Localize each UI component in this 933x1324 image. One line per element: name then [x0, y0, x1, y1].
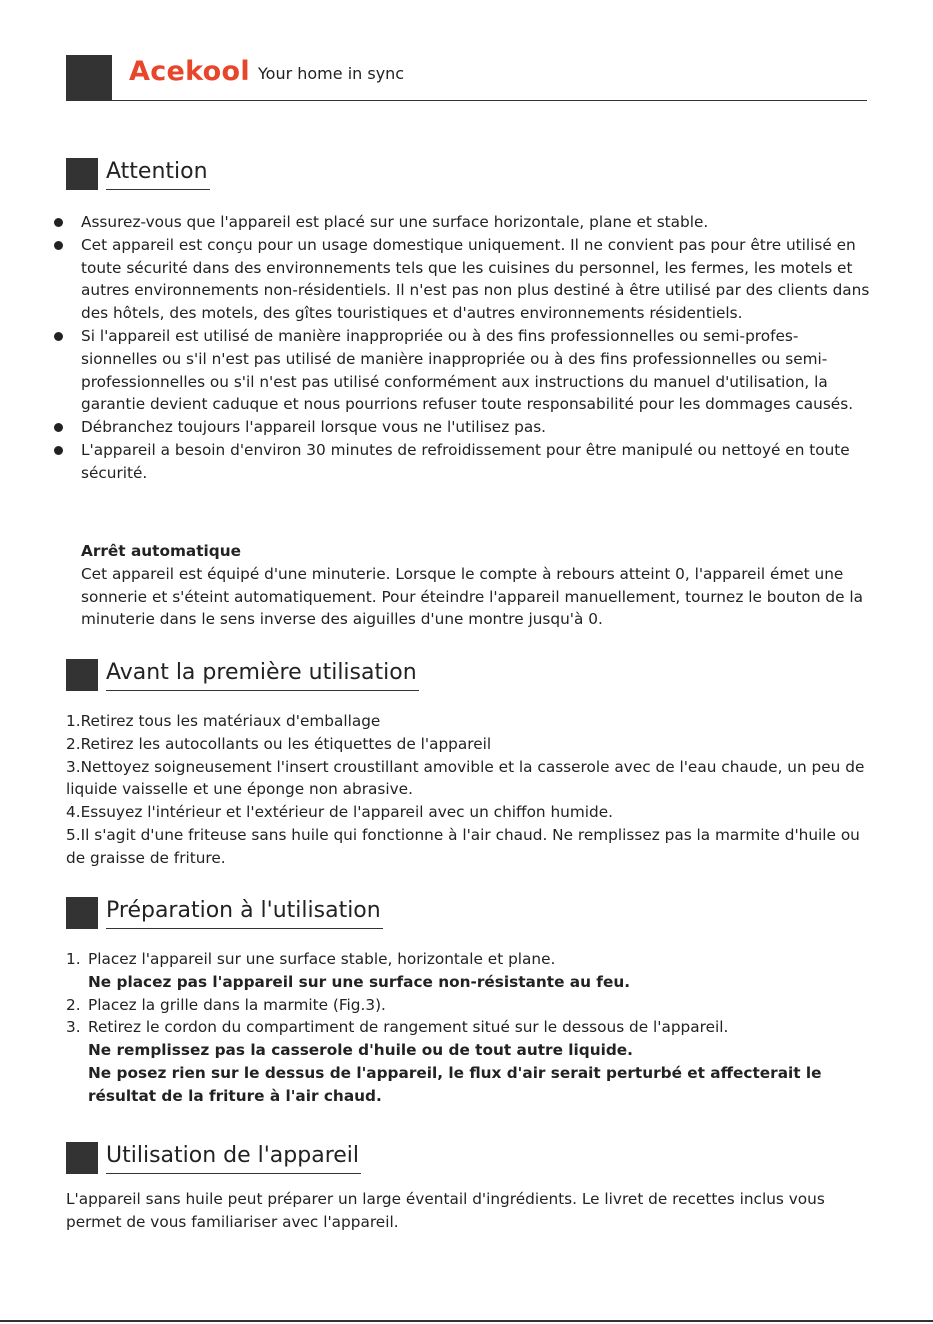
- section-title: Attention: [106, 158, 210, 190]
- section-title: Utilisation de l'appareil: [106, 1142, 361, 1174]
- preparation-steps: [66, 948, 876, 1108]
- list-item: 2.Retirez les autocollants ou les étiquettes de l'appareil: [66, 734, 492, 753]
- list-item: 3.Nettoyez soigneusement l'insert croustillant amovible et la casserole avec de l'eau chaude, un peu de liquide vaisselle et une éponge non abrasive.: [66, 757, 865, 799]
- warning-text: Ne remplissez pas la casserole d'huile ou de tout autre liquide.: [88, 1041, 633, 1060]
- auto-off-block: [81, 540, 871, 631]
- section-heading-attention: [66, 158, 210, 190]
- heading-block: [66, 158, 98, 190]
- auto-off-text: Cet appareil est équipé d'une minuterie. Lorsque le compte à rebours atteint 0, l'appareil émet une sonnerie et s'éteint automatiquement. Pour éteindre l'appareil manuellement, tournez le bouton de la minuterie dans le sens inverse des aiguilles d'une montre jusqu'à 0.: [81, 564, 864, 629]
- bullet-icon: [54, 241, 63, 250]
- list-item: Débranchez toujours l'appareil lorsque vous ne l'utilisez pas.: [54, 416, 874, 439]
- list-item: 3. Retirez le cordon du compartiment de rangement situé sur le dessous de l'appareil. Ne remplissez pas la casserole d'huile ou de tout autre liquide. Ne posez rien sur le dessus de l'appareil, le flux d'air serait perturbé et affecterait le résultat de la friture à l'air chaud.: [66, 1016, 876, 1107]
- section-title: Préparation à l'utilisation: [106, 897, 383, 929]
- heading-block: [66, 1142, 98, 1174]
- list-item: 1. Placez l'appareil sur une surface stable, horizontale et plane. Ne placez pas l'appareil sur une surface non-résistante au feu.: [66, 948, 876, 994]
- list-item: 5.Il s'agit d'une friteuse sans huile qui fonctionne à l'air chaud. Ne remplissez pas la marmite d'huile ou de graisse de friture.: [66, 825, 860, 867]
- brand-logo: Acekool: [129, 56, 250, 87]
- brand-tagline: Your home in sync: [258, 64, 405, 83]
- list-item: L'appareil a besoin d'environ 30 minutes de refroidissement pour être manipulé ou nettoyé en toute sécurité.: [54, 439, 874, 485]
- bullet-icon: [54, 446, 63, 455]
- header-block: [66, 55, 112, 101]
- auto-off-title: Arrêt automatique: [81, 542, 242, 560]
- list-item: Assurez-vous que l'appareil est placé sur une surface horizontale, plane et stable.: [54, 211, 874, 234]
- warning-text: Ne placez pas l'appareil sur une surface non-résistante au feu.: [88, 972, 631, 991]
- list-item: Si l'appareil est utilisé de manière inappropriée ou à des fins professionnelles ou semi-profes-sionnelles ou s'il n'est pas utilisé de manière inappropriée ou à des fins professionnelles ou semi-professionnelles ou s'il n'est pas utilisé conformément aux instructions du manuel d'utilisation, la garantie devient caduque et nous pourrions refuser toute responsabilité pour les dommages causés.: [54, 325, 874, 416]
- footer-rule: [0, 1320, 933, 1322]
- list-item: 2. Placez la grille dans la marmite (Fig.3).: [66, 995, 386, 1014]
- heading-block: [66, 659, 98, 691]
- attention-list: [54, 211, 874, 485]
- list-item: 1.Retirez tous les matériaux d'emballage: [66, 712, 381, 730]
- usage-text: L'appareil sans huile peut préparer un large éventail d'ingrédients. Le livret de recettes inclus vous permet de vous familiariser avec l'appareil.: [66, 1190, 825, 1231]
- header-rule: [112, 100, 867, 101]
- heading-block: [66, 897, 98, 929]
- list-item: Cet appareil est conçu pour un usage domestique uniquement. Il ne convient pas pour être utilisé en toute sécurité dans des environnements tels que les cuisines du personnel, les fermes, les motels et autres environnements non-résidentiels. Il n'est pas non plus destiné à être utilisé par des clients dans des hôtels, des motels, des gîtes touristiques et d'autres environnements résidentiels.: [54, 234, 874, 325]
- section-heading-before-first-use: [66, 659, 419, 691]
- list-item: 4.Essuyez l'intérieur et l'extérieur de l'appareil avec un chiffon humide.: [66, 803, 614, 822]
- warning-text: Ne posez rien sur le dessus de l'appareil, le flux d'air serait perturbé et affecterait le résultat de la friture à l'air chaud.: [88, 1063, 822, 1105]
- before-first-use-steps: [66, 710, 866, 870]
- section-heading-usage: [66, 1142, 361, 1174]
- bullet-icon: [54, 218, 63, 227]
- bullet-icon: [54, 423, 63, 432]
- bullet-icon: [54, 332, 63, 341]
- section-title: Avant la première utilisation: [106, 659, 419, 691]
- section-heading-preparation: [66, 897, 383, 929]
